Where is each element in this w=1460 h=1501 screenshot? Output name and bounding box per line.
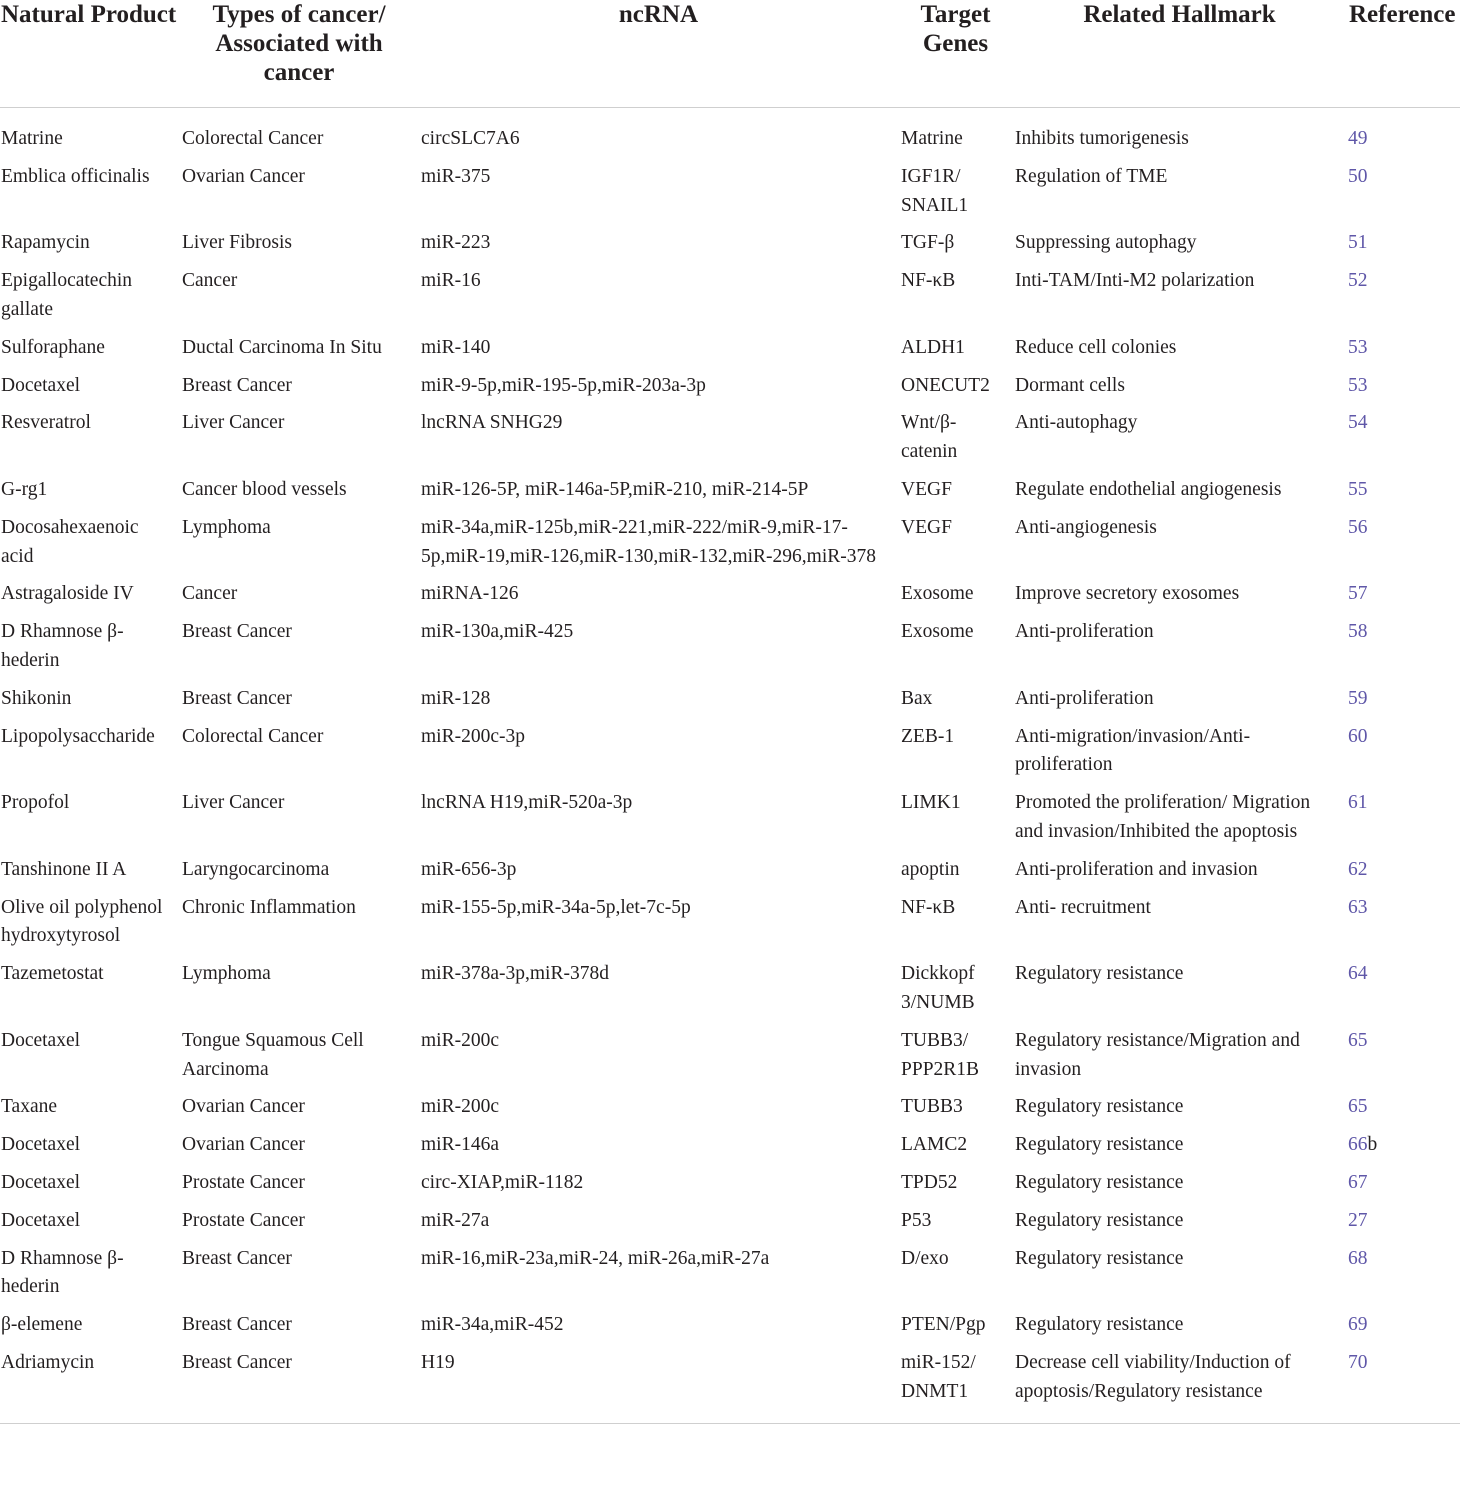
reference-link[interactable]: 59 (1348, 687, 1368, 709)
header-hallmark: Related Hallmark (1014, 0, 1348, 108)
cell-hallmark: Regulatory resistance (1015, 1247, 1184, 1269)
cell-target-genes: LIMK1 (901, 792, 961, 814)
table-row (0, 1307, 1460, 1345)
cell-hallmark: Inti-TAM/Inti-M2 polarization (1015, 270, 1255, 292)
cell-natural-product: Olive oil polyphenol hydroxytyrosol (1, 896, 163, 947)
cell-target-genes: Exosome (901, 621, 974, 643)
cell-natural-product: Docetaxel (1, 374, 81, 396)
cell-reference (1348, 263, 1460, 330)
reference-link[interactable]: 58 (1348, 621, 1368, 643)
reference-link[interactable]: 62 (1348, 858, 1368, 880)
cell-target-genes: Matrine (901, 128, 963, 149)
cell-reference (1348, 956, 1460, 1023)
cell-ncrna: miR-126-5P, miR-146a-5P,miR-210, miR-214-5P (421, 478, 809, 500)
cell-reference (1348, 368, 1460, 406)
reference-link[interactable]: 55 (1348, 478, 1368, 500)
cell-ncrna: miR-16 (421, 270, 481, 292)
cell-natural-product: Docetaxel (1, 1209, 81, 1231)
cell-ncrna: miR-378a-3p,miR-378d (421, 963, 609, 985)
cell-hallmark: Reduce cell colonies (1015, 336, 1177, 358)
reference-link[interactable]: 49 (1348, 128, 1368, 149)
reference-link[interactable]: 56 (1348, 516, 1368, 538)
cell-natural-product: Resveratrol (1, 412, 91, 434)
header-target-genes: Target Genes (900, 0, 1014, 108)
table-row (0, 681, 1460, 719)
table-row (0, 614, 1460, 681)
cell-cancer-type: Breast Cancer (182, 687, 292, 709)
cell-cancer-type: Liver Cancer (182, 792, 285, 814)
reference-link[interactable]: 63 (1348, 896, 1368, 918)
reference-link[interactable]: 52 (1348, 270, 1368, 292)
cell-hallmark: Anti-angiogenesis (1015, 516, 1157, 538)
cell-natural-product: D Rhamnose β-hederin (1, 621, 124, 671)
cell-reference (1348, 405, 1460, 472)
cell-cancer-type: Colorectal Cancer (182, 725, 324, 747)
cell-target-genes: Wnt/β-catenin (901, 412, 958, 463)
table-row (0, 368, 1460, 406)
cell-target-genes: IGF1R/ SNAIL1 (901, 165, 969, 216)
reference-link[interactable]: 54 (1348, 412, 1368, 434)
cell-target-genes: VEGF (901, 478, 952, 500)
cell-natural-product: Emblica officinalis (1, 165, 150, 187)
reference-link[interactable]: 50 (1348, 165, 1368, 187)
cell-cancer-type: Cancer (182, 583, 238, 605)
cell-cancer-type: Tongue Squamous Cell Aarcinoma (182, 1029, 364, 1080)
cell-hallmark: Regulatory resistance (1015, 1096, 1184, 1118)
cell-ncrna: miR-375 (421, 165, 491, 187)
cell-target-genes: TUBB3/ PPP2R1B (901, 1029, 980, 1080)
cell-cancer-type: Liver Fibrosis (182, 232, 292, 254)
reference-link[interactable]: 53 (1348, 336, 1368, 358)
cell-hallmark: Regulatory resistance/Migration and invasion (1015, 1029, 1300, 1080)
reference-link[interactable]: 65 (1348, 1096, 1368, 1118)
cell-reference (1348, 108, 1460, 159)
cell-ncrna: circ-XIAP,miR-1182 (421, 1171, 584, 1193)
cell-ncrna: miR-656-3p (421, 858, 517, 880)
cell-hallmark: Improve secretory exosomes (1015, 583, 1240, 605)
cell-target-genes: NF-κB (901, 896, 956, 918)
cell-hallmark: Regulatory resistance (1015, 1134, 1184, 1156)
cell-target-genes: apoptin (901, 858, 960, 880)
cell-reference (1348, 1089, 1460, 1127)
cell-cancer-type: Ovarian Cancer (182, 1096, 305, 1118)
cell-reference (1348, 1241, 1460, 1308)
cell-reference (1348, 472, 1460, 510)
cell-ncrna: miR-130a,miR-425 (421, 621, 574, 643)
cell-natural-product: Tanshinone II A (1, 858, 127, 880)
cell-reference (1348, 1127, 1460, 1165)
table-row (0, 1023, 1460, 1090)
cell-natural-product: Taxane (1, 1096, 58, 1118)
cell-natural-product: Docetaxel (1, 1171, 81, 1193)
cell-hallmark: Anti-proliferation and invasion (1015, 858, 1258, 880)
cell-cancer-type: Prostate Cancer (182, 1171, 305, 1193)
table-row (0, 719, 1460, 786)
table-header (0, 0, 1460, 108)
cell-cancer-type: Lymphoma (182, 516, 271, 538)
cell-natural-product: Lipopolysaccharide (1, 725, 155, 747)
cell-ncrna: miR-200c (421, 1029, 499, 1051)
cell-hallmark: Regulate endothelial angiogenesis (1015, 478, 1282, 500)
cell-target-genes: miR-152/ DNMT1 (900, 1345, 1014, 1424)
cell-hallmark: Regulation of TME (1015, 165, 1168, 187)
cell-target-genes: ALDH1 (901, 336, 965, 358)
table-row (0, 510, 1460, 577)
cell-target-genes: PTEN/Pgp (901, 1314, 986, 1336)
cell-reference (1348, 1165, 1460, 1203)
header-reference: Reference (1348, 0, 1460, 108)
cell-ncrna: miR-223 (421, 232, 491, 254)
cell-ncrna: miR-34a,miR-452 (421, 1314, 564, 1336)
cell-natural-product: Astragaloside IV (1, 583, 134, 605)
cell-ncrna: lncRNA H19,miR-520a-3p (421, 792, 633, 814)
cell-natural-product: Adriamycin (0, 1345, 181, 1424)
cell-ncrna: miR-140 (421, 336, 491, 358)
cell-hallmark: Anti-migration/invasion/Anti-proliferation (1015, 725, 1251, 776)
cell-cancer-type: Cancer (182, 270, 238, 292)
header-natural-product: Natural Product (0, 0, 181, 108)
reference-link[interactable]: 61 (1348, 792, 1368, 814)
cell-target-genes: VEGF (901, 516, 952, 538)
cell-reference (1348, 1023, 1460, 1090)
table-row (0, 956, 1460, 1023)
cell-hallmark: Regulatory resistance (1015, 963, 1184, 985)
cell-cancer-type: Colorectal Cancer (182, 128, 324, 149)
cell-target-genes: ONECUT2 (901, 374, 990, 396)
table-row (0, 890, 1460, 957)
cell-natural-product: Tazemetostat (1, 963, 104, 985)
cell-cancer-type: Prostate Cancer (182, 1209, 305, 1231)
cell-hallmark: Anti- recruitment (1015, 896, 1151, 918)
cell-hallmark: Suppressing autophagy (1015, 232, 1197, 254)
cell-target-genes: LAMC2 (901, 1134, 968, 1156)
cell-cancer-type: Ovarian Cancer (182, 1134, 305, 1156)
cell-ncrna: miR-34a,miR-125b,miR-221,miR-222/miR-9,miR-17-5p,miR-19,miR-126,miR-130,miR-132,miR-296,miR-378 (421, 516, 877, 567)
cell-reference (1348, 330, 1460, 368)
cell-reference (1348, 681, 1460, 719)
cell-ncrna: H19 (420, 1345, 900, 1424)
cell-natural-product: Docetaxel (1, 1029, 81, 1051)
cell-hallmark: Decrease cell viability/Induction of apoptosis/Regulatory resistance (1014, 1345, 1348, 1424)
cell-hallmark: Anti-proliferation (1015, 621, 1154, 643)
cell-cancer-type: Breast Cancer (182, 1247, 292, 1269)
cell-reference (1348, 576, 1460, 614)
cell-reference (1348, 510, 1460, 577)
cell-target-genes: TUBB3 (901, 1096, 963, 1118)
cell-ncrna: miR-128 (421, 687, 491, 709)
cell-target-genes: NF-κB (901, 270, 956, 292)
cell-hallmark: Inhibits tumorigenesis (1015, 128, 1189, 149)
cell-hallmark: Regulatory resistance (1015, 1314, 1184, 1336)
table-row (0, 852, 1460, 890)
reference-link[interactable]: 65 (1348, 1029, 1368, 1051)
header-ncrna: ncRNA (420, 0, 900, 108)
cell-cancer-type: Liver Cancer (182, 412, 285, 434)
cell-hallmark: Promoted the proliferation/ Migration and invasion/Inhibited the apoptosis (1015, 792, 1311, 842)
table-body (0, 108, 1460, 1424)
table-row (0, 785, 1460, 852)
cell-ncrna: miR-200c (421, 1096, 499, 1118)
cell-natural-product: Matrine (1, 128, 63, 149)
reference-link[interactable]: 64 (1348, 963, 1368, 985)
cell-ncrna: miR-200c-3p (421, 725, 525, 747)
cell-cancer-type: Breast Cancer (182, 621, 292, 643)
table-row (0, 1089, 1460, 1127)
cell-target-genes: TPD52 (901, 1171, 958, 1193)
cell-ncrna: miR-27a (421, 1209, 490, 1231)
reference-link[interactable]: 27 (1348, 1209, 1368, 1231)
table-row (0, 1127, 1460, 1165)
table-row (0, 159, 1460, 226)
cell-target-genes: ZEB-1 (901, 725, 955, 747)
reference-link[interactable]: 57 (1348, 583, 1368, 605)
header-cancer-type: Types of cancer/ Associated with cancer (181, 0, 420, 108)
cell-natural-product: Docosahexaenoic acid (1, 516, 139, 567)
cell-ncrna: miR-155-5p,miR-34a-5p,let-7c-5p (421, 896, 691, 918)
reference-suffix: b (1367, 1134, 1378, 1156)
cell-reference (1348, 852, 1460, 890)
cell-ncrna: circSLC7A6 (421, 128, 520, 149)
table-row (0, 1345, 1460, 1424)
cell-reference (1348, 225, 1460, 263)
reference-link[interactable]: 51 (1348, 232, 1368, 254)
cell-target-genes: P53 (901, 1209, 932, 1231)
cell-natural-product: Shikonin (1, 687, 72, 709)
cell-ncrna: lncRNA SNHG29 (421, 412, 563, 434)
cell-cancer-type: Breast Cancer (182, 374, 292, 396)
table-row (0, 405, 1460, 472)
cell-reference (1348, 159, 1460, 226)
cell-target-genes: TGF-β (901, 232, 955, 254)
cell-target-genes: Dickkopf 3/NUMB (901, 963, 975, 1013)
table-row (0, 1241, 1460, 1308)
cell-cancer-type: Breast Cancer (181, 1345, 420, 1424)
reference-link[interactable]: 70 (1348, 1351, 1368, 1373)
cell-natural-product: G-rg1 (1, 478, 48, 500)
table-row (0, 225, 1460, 263)
reference-link[interactable]: 67 (1348, 1171, 1368, 1193)
reference-link[interactable]: 69 (1348, 1314, 1368, 1336)
cell-cancer-type: Ovarian Cancer (182, 165, 305, 187)
reference-link[interactable]: 66 (1348, 1134, 1368, 1156)
cell-hallmark: Anti-proliferation (1015, 687, 1154, 709)
cell-cancer-type: Laryngocarcinoma (182, 858, 330, 880)
cell-ncrna: miR-9-5p,miR-195-5p,miR-203a-3p (421, 374, 706, 396)
cell-natural-product: β-elemene (1, 1314, 83, 1336)
cell-target-genes: Bax (901, 687, 933, 709)
cell-natural-product: Rapamycin (1, 232, 90, 254)
cell-hallmark: Regulatory resistance (1015, 1209, 1184, 1231)
header-row (0, 0, 1460, 108)
cell-cancer-type: Cancer blood vessels (182, 478, 347, 500)
reference-link[interactable]: 53 (1348, 374, 1368, 396)
cell-reference (1348, 1307, 1460, 1345)
cell-cancer-type: Ductal Carcinoma In Situ (182, 336, 382, 358)
cell-ncrna: miR-146a (421, 1134, 499, 1156)
cell-hallmark: Anti-autophagy (1015, 412, 1138, 434)
cell-cancer-type: Chronic Inflammation (182, 896, 356, 918)
table-row (0, 330, 1460, 368)
cell-ncrna: miRNA-126 (421, 583, 519, 605)
table-row (0, 576, 1460, 614)
reference-link[interactable]: 68 (1348, 1247, 1368, 1269)
cell-target-genes: D/exo (901, 1247, 949, 1269)
cell-natural-product: Docetaxel (1, 1134, 81, 1156)
cell-hallmark: Dormant cells (1015, 374, 1125, 396)
cell-natural-product: Epigallocatechin gallate (1, 270, 133, 320)
table-row (0, 263, 1460, 330)
cell-ncrna: miR-16,miR-23a,miR-24, miR-26a,miR-27a (421, 1247, 770, 1269)
cell-reference (1348, 614, 1460, 681)
table-row (0, 108, 1460, 159)
table-row (0, 1203, 1460, 1241)
cell-hallmark: Regulatory resistance (1015, 1171, 1184, 1193)
reference-link[interactable]: 60 (1348, 725, 1368, 747)
cell-reference (1348, 719, 1460, 786)
cell-reference (1348, 890, 1460, 957)
cell-reference (1348, 1203, 1460, 1241)
table-row (0, 1165, 1460, 1203)
cell-natural-product: D Rhamnose β-hederin (1, 1247, 124, 1298)
cell-reference (1348, 1345, 1460, 1424)
cell-natural-product: Propofol (1, 792, 70, 814)
cell-natural-product: Sulforaphane (1, 336, 105, 358)
cell-reference (1348, 785, 1460, 852)
cell-cancer-type: Breast Cancer (182, 1314, 292, 1336)
cell-cancer-type: Lymphoma (182, 963, 271, 985)
table-row (0, 472, 1460, 510)
cell-target-genes: Exosome (901, 583, 974, 605)
